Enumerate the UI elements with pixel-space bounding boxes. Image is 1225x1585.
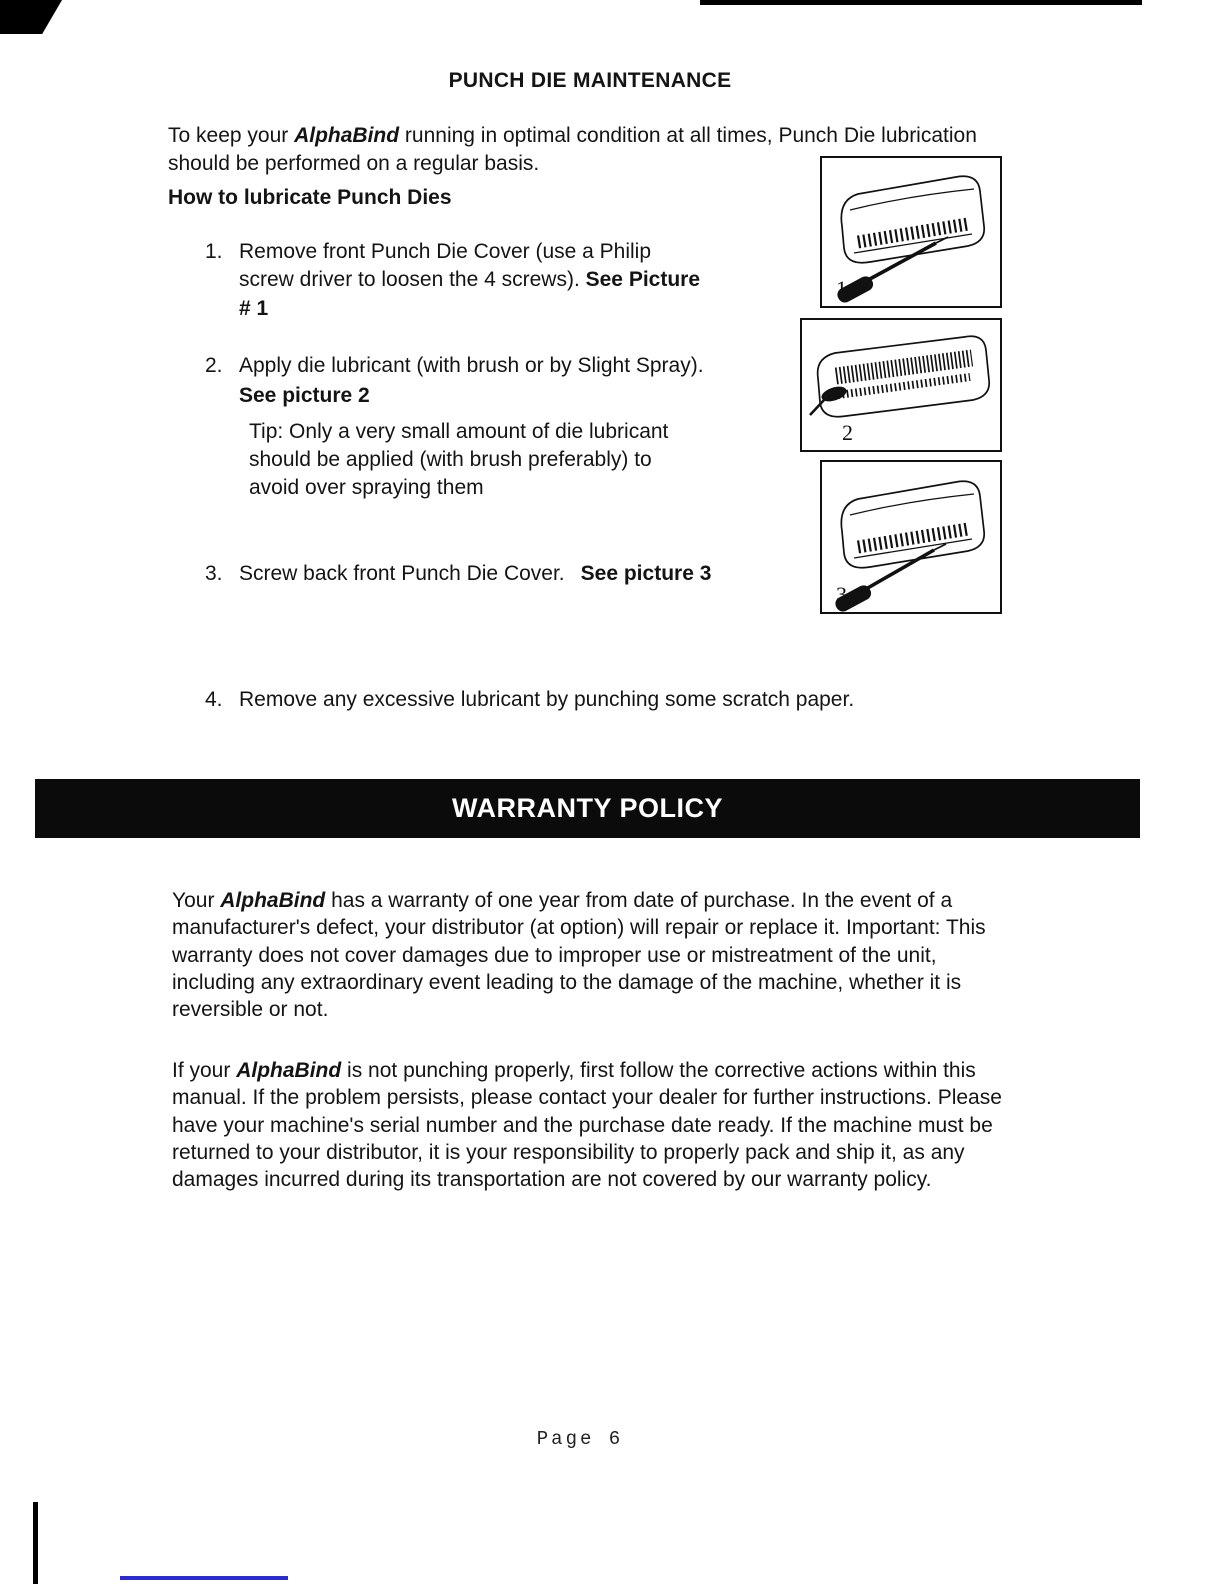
step-1-picture-ref: See Picture # 1 [239, 268, 701, 320]
step-2-number: 2. [205, 354, 223, 377]
brand-name: AlphaBind [236, 1059, 342, 1082]
step-2 [205, 352, 779, 503]
step-4-text: Remove any excessive lubricant by punching some scratch paper. [239, 688, 855, 711]
figure-3-label: 3 [836, 582, 847, 607]
warranty-2-post: is not punching properly, first follow the corrective actions within this manual. If the problem persists, please contact your dealer for further instructions. Please have your machine's serial number and the purchase date ready. If the machine must be returned to your distributor, it is your responsibility to properly pack and ship it, as any damages incurred during its transportation are not covered by our warranty policy. [172, 1059, 1002, 1192]
step-3 [205, 560, 779, 588]
step-2-tip: Tip: Only a very small amount of die lubricant should be applied (with brush preferably) to avoid over spraying them [249, 419, 669, 500]
scan-artifact-top-left [0, 0, 62, 34]
scan-artifact-top-right-line [700, 0, 1142, 5]
scan-artifact-bottom-left-bar [33, 1502, 38, 1584]
page-number: Page 6 [536, 1428, 624, 1450]
step-2-picture-ref: See picture 2 [239, 384, 370, 408]
warranty-2-pre: If your [172, 1059, 237, 1082]
howto-heading: How to lubricate Punch Dies [168, 186, 452, 209]
figure-2-label: 2 [842, 420, 853, 445]
figure-1-machine-screwdriver-illustration [822, 158, 1000, 306]
step-4 [205, 686, 939, 714]
step-3-number: 3. [205, 562, 223, 585]
step-1-number: 1. [205, 240, 223, 263]
page-footer [0, 1428, 1160, 1450]
step-1-text: Remove front Punch Die Cover (use a Philip screw driver to loosen the 4 screws). [239, 240, 652, 292]
brand-name: AlphaBind [294, 124, 400, 147]
figure-1 [820, 156, 1002, 308]
warranty-banner [35, 779, 1140, 838]
step-2-text: Apply die lubricant (with brush or by Slight Spray). [239, 354, 704, 377]
warranty-1-pre: Your [172, 889, 221, 912]
step-3-text: Screw back front Punch Die Cover. [239, 562, 565, 585]
brand-name: AlphaBind [220, 889, 326, 912]
step-3-body [239, 560, 779, 588]
warranty-banner-title: WARRANTY POLICY [451, 793, 723, 823]
warranty-paragraph-2 [172, 1057, 1024, 1193]
intro-text-pre: To keep your [168, 124, 295, 147]
figure-3-machine-screwdriver-illustration [822, 462, 1000, 612]
figure-2 [800, 318, 1002, 452]
step-3-picture-ref: See picture 3 [580, 562, 712, 585]
step-4-body [239, 686, 939, 714]
figure-3 [820, 460, 1002, 614]
scan-artifact-blue-underline [120, 1576, 288, 1580]
figure-1-label: 1 [836, 276, 847, 301]
figure-2-die-lubrication-brush-illustration [802, 320, 1000, 450]
intro-text-post: running in optimal condition at all times, Punch Die lubrication should be performed on a regular basis. [168, 124, 977, 175]
step-2-body [239, 352, 779, 503]
warranty-paragraph-1 [172, 887, 1024, 1023]
step-1 [205, 238, 705, 323]
step-4-number: 4. [205, 688, 223, 711]
page-title: PUNCH DIE MAINTENANCE [448, 69, 732, 93]
step-1-body [239, 238, 705, 323]
warranty-1-post: has a warranty of one year from date of purchase. In the event of a manufacturer's defect, your distributor (at option) will repair or replace it. Important: This warranty does not cover damages due to improper use or mistreatment of the unit, including any extraordinary event leading to the damage of the machine, whether it is reversible or not. [172, 889, 986, 1022]
